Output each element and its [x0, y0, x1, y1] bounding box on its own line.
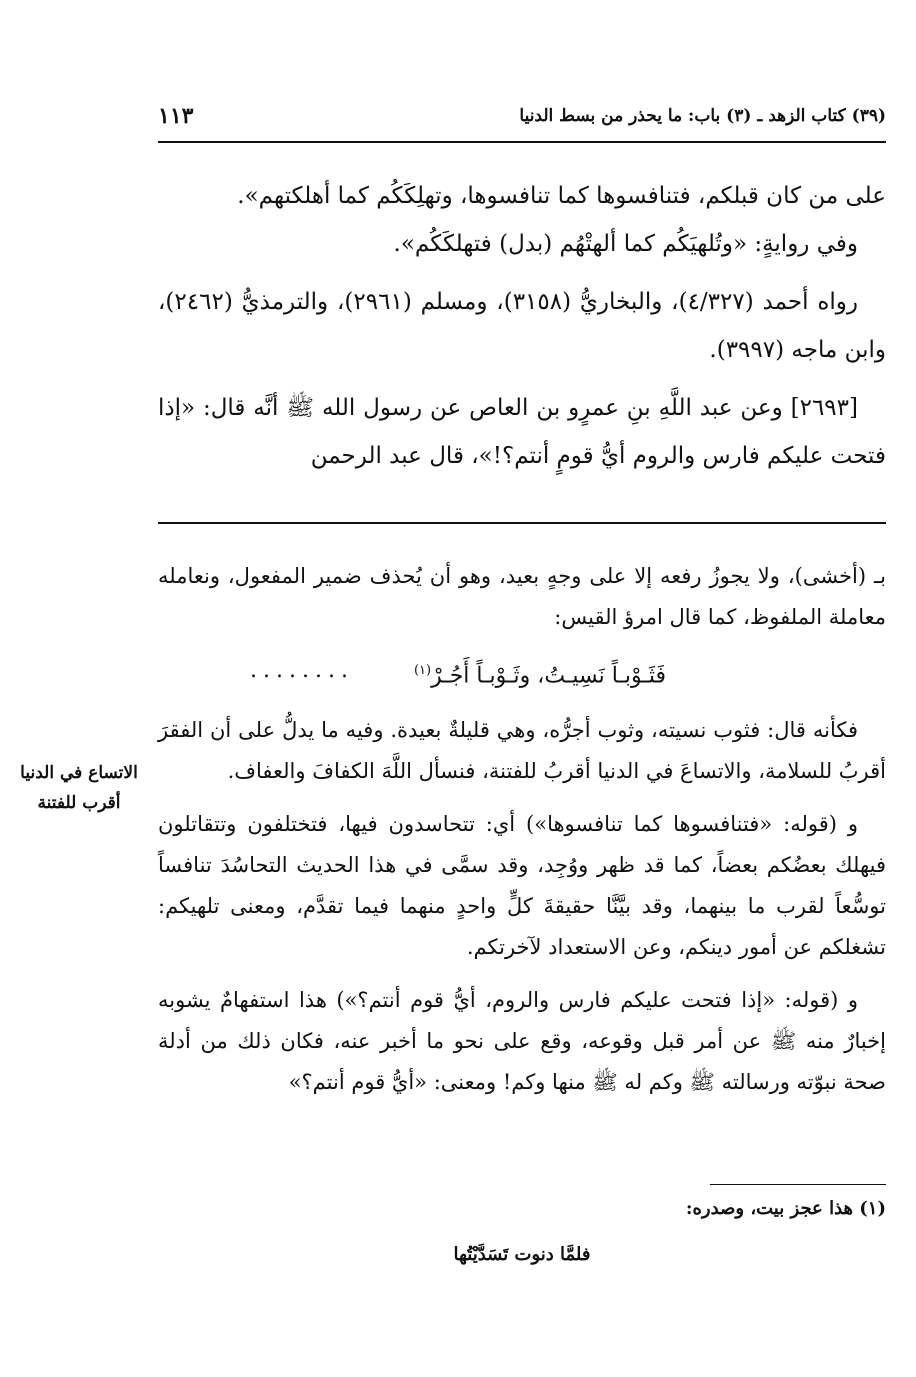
commentary-paragraph: و (قوله: «فتنافسوها كما تنافسوها») أي: تتحاسدون فيها، فتختلفون وتتقاتلون فيهلك بعضُكم بعضاً، كما قد ظهر ووُجِد، وقد سمَّى في هذا الحديث التحاسُدَ تنافساً توسُّعاً لقرب ما بينهما، وقد بيَّنَّا حقيقةَ كلٍّ واحدٍ منهما فيما تقدَّم، ومعنى تلهيكم: تشغلكم عن أمور دينكم، وعن الاستعداد لآخرتكم. — [158, 812, 886, 960]
running-title: (٣٩) كتاب الزهد ـ (٣) باب: ما يحذر من بسط الدنيا — [519, 106, 886, 126]
hadith-paragraph: وفي روايةٍ: «وتُلهيَكُم كما ألهتْهُم (بدل) فتهلكَكُم». — [393, 231, 858, 257]
page-header — [158, 96, 886, 136]
page-number: ١١٣ — [158, 103, 194, 129]
footnote-divider — [710, 1184, 886, 1185]
commentary-paragraph: بـ (أخشى)، ولا يجوزُ رفعه إلا على وجهٍ بعيد، وهو أن يُحذف ضمير المفعول، ونعامله معاملة الملفوظ، كما قال امرؤ القيس: — [158, 564, 886, 629]
takhrij-paragraph: رواه أحمد (٤/٣٢٧)، والبخاريُّ (٣١٥٨)، ومسلم (٢٩٦١)، والترمذيُّ (٢٤٦٢)، وابن ماجه (٣٩٩٧). — [158, 289, 886, 363]
verse-hemistich: فَثَـوْبـاً نَسِيـتُ، وثَـوْبـاً أَجُـرْ$^{(١)}$ — [413, 663, 666, 689]
footnote-marker: (١) — [413, 663, 432, 678]
commentary-paragraph: فكأنه قال: فثوب نسيته، وثوب أجرُّه، وهي قليلةٌ بعيدة. وفيه ما يدلُّ على أن الفقرَ أقربُ للسلامة، والاتساعَ في الدنيا أقربُ للفتنة، فنسأل اللَّهَ الكفافَ والعفاف. — [158, 718, 886, 784]
footnote — [158, 1190, 886, 1274]
hadith-paragraph: على من كان قبلكم، فتنافسوها كما تنافسوها، وتهلِكَكُم كما أهلكتهم». — [237, 183, 886, 209]
hadith-paragraph: [٢٦٩٣] وعن عبد اللَّهِ بنِ عمرٍو بن العاص عن رسول الله ﷺ أنَّه قال: «إذا فتحت عليكم فارس والروم أيُّ قومٍ أنتم؟!»، قال عبد الرحمن — [158, 395, 886, 469]
hadith-text — [158, 172, 886, 480]
commentary-paragraph: و (قوله: «إذا فتحت عليكم فارس والروم، أيُّ قوم أنتم؟») هذا استفهامٌ يشوبه إخبارٌ منه ﷺ عن أمر قبل وقوعه، وقع على نحو ما أخبر عنه، فكان ذلك من أدلة صحة نبوّته ورسالته ﷺ وكم له ﷺ منها وكم! ومعنى: «أيُّ قوم أنتم؟» — [158, 988, 886, 1095]
poetry-verse — [158, 650, 886, 696]
margin-note: الاتساع في الدنيا أقرب للفتنة — [20, 763, 138, 813]
footnote-text: (١) هذا عجز بيت، وصدره: — [685, 1198, 886, 1219]
section-divider — [158, 522, 886, 524]
verse-ellipsis: ........ — [250, 658, 354, 683]
footnote-verse: فلمَّا دنوت تَسَدَّيْتُها — [453, 1244, 591, 1265]
header-divider — [158, 141, 886, 143]
commentary-text — [158, 556, 886, 1115]
